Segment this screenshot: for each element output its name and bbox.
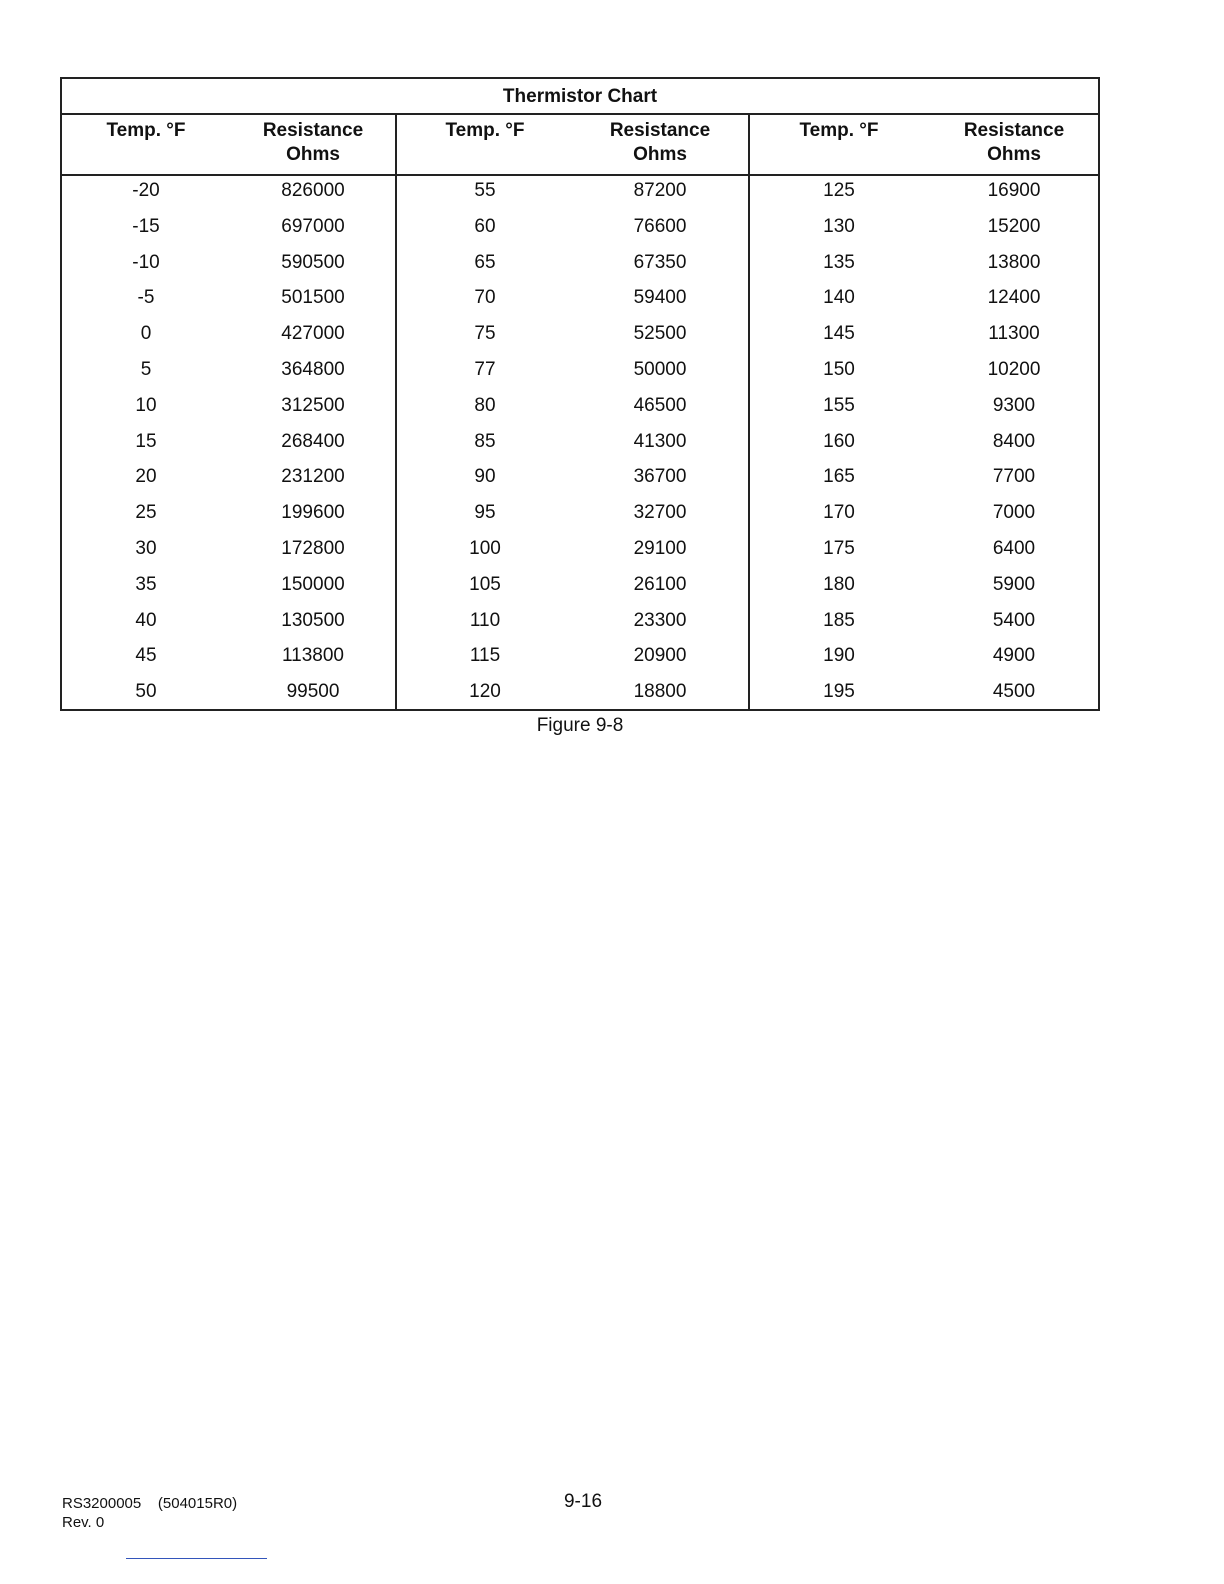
cell-resistance: 364800 [281,359,345,380]
cell-resistance: 15200 [987,215,1041,237]
cell-resistance: 826000 [281,180,345,201]
cell-temp: -10 [132,251,160,273]
cell-resistance: 29100 [633,538,687,559]
cell-resistance: 4500 [992,681,1036,703]
doc-number: RS3200005 [62,1495,142,1512]
cell-resistance: 87200 [633,180,687,201]
cell-temp: 80 [474,394,496,416]
header-resistance-line2: Ohms [987,144,1041,165]
footer-rule [126,1558,267,1559]
cell-resistance: 99500 [286,681,340,703]
cell-temp: 55 [474,180,496,201]
footer-doc-info [62,1494,237,1532]
cell-resistance: 199600 [281,502,345,524]
cell-temp: 77 [474,359,496,380]
header-divider [62,174,1098,176]
page-number: 9-16 [563,1491,603,1512]
cell-temp: -5 [137,287,155,309]
cell-resistance: 23300 [633,609,687,631]
header-resistance [610,119,710,167]
cell-resistance: 6400 [992,538,1036,559]
cell-resistance: 36700 [633,466,687,488]
cell-temp: 175 [823,538,855,559]
cell-resistance: 7700 [992,466,1036,488]
cell-temp: 195 [823,681,855,703]
header-resistance [263,119,363,167]
cell-temp: 185 [823,609,855,631]
cell-resistance: 150000 [281,573,345,595]
cell-resistance: 231200 [281,466,345,488]
cell-temp: 155 [823,394,855,416]
cell-temp: 135 [823,251,855,273]
cell-temp: -20 [132,180,160,201]
header-resistance-line1: Resistance [262,120,364,141]
column-divider [395,115,397,709]
cell-resistance: 312500 [281,394,345,416]
cell-temp: 45 [135,645,157,667]
cell-resistance: 427000 [281,323,345,345]
cell-temp: 145 [823,323,855,345]
cell-temp: 150 [823,359,855,380]
cell-temp: 70 [474,287,496,309]
cell-resistance: 268400 [281,430,345,452]
cell-temp: 130 [823,215,855,237]
cell-resistance: 50000 [633,359,687,380]
cell-temp: 10 [135,394,157,416]
cell-temp: 40 [135,609,157,631]
cell-resistance: 41300 [633,430,687,452]
cell-temp: 15 [135,430,157,452]
column-divider [748,115,750,709]
cell-resistance: 13800 [987,251,1041,273]
cell-resistance: 113800 [282,645,344,667]
cell-resistance: 5900 [992,573,1036,595]
cell-resistance: 10200 [987,359,1041,380]
cell-resistance: 590500 [281,251,345,273]
cell-resistance: 26100 [633,573,687,595]
cell-resistance: 67350 [633,251,687,273]
header-temp: Temp. °F [106,120,186,141]
doc-code: (504015R0) [157,1495,238,1512]
cell-temp: 115 [469,645,501,667]
header-resistance-line2: Ohms [633,144,687,165]
figure-caption: Figure 9-8 [536,715,624,736]
cell-resistance: 9300 [992,394,1036,416]
table-title: Thermistor Chart [62,79,1098,115]
cell-temp: 85 [474,430,496,452]
cell-resistance: 52500 [633,323,687,345]
cell-temp: 60 [474,215,496,237]
cell-resistance: 172800 [281,538,345,559]
cell-resistance: 76600 [633,215,687,237]
cell-resistance: 697000 [281,215,345,237]
header-resistance-line2: Ohms [286,144,340,165]
cell-temp: 125 [823,180,855,201]
cell-temp: 105 [469,573,501,595]
cell-temp: 100 [469,538,501,559]
cell-resistance: 18800 [633,681,687,703]
cell-resistance: 20900 [633,645,687,667]
header-temp: Temp. °F [799,120,879,141]
header-resistance-line1: Resistance [609,120,711,141]
cell-resistance: 12400 [987,287,1041,309]
cell-resistance: 8400 [992,430,1036,452]
header-resistance-line1: Resistance [963,120,1065,141]
cell-temp: 160 [823,430,855,452]
cell-temp: 30 [135,538,157,559]
cell-temp: 0 [140,323,152,345]
cell-temp: -15 [132,215,160,237]
cell-temp: 95 [474,502,496,524]
cell-resistance: 16900 [987,180,1041,201]
cell-temp: 90 [474,466,496,488]
cell-temp: 110 [469,609,501,631]
cell-temp: 65 [474,251,496,273]
cell-temp: 170 [823,502,855,524]
cell-resistance: 501500 [281,287,345,309]
cell-temp: 50 [135,681,157,703]
cell-resistance: 7000 [992,502,1036,524]
revision: Rev. 0 [62,1514,105,1531]
cell-temp: 25 [135,502,157,524]
cell-temp: 75 [474,323,496,345]
cell-temp: 20 [135,466,157,488]
cell-resistance: 11300 [988,323,1040,345]
cell-temp: 165 [823,466,855,488]
cell-resistance: 4900 [992,645,1036,667]
cell-temp: 120 [469,681,501,703]
cell-resistance: 59400 [633,287,687,309]
cell-resistance: 130500 [281,609,345,631]
cell-resistance: 46500 [633,394,687,416]
cell-resistance: 32700 [633,502,687,524]
header-temp: Temp. °F [445,120,525,141]
thermistor-table [60,77,1100,711]
cell-temp: 180 [823,573,855,595]
cell-temp: 35 [135,573,157,595]
cell-temp: 140 [823,287,855,309]
header-resistance [964,119,1064,167]
cell-resistance: 5400 [992,609,1036,631]
cell-temp: 190 [823,645,855,667]
cell-temp: 5 [140,359,152,380]
